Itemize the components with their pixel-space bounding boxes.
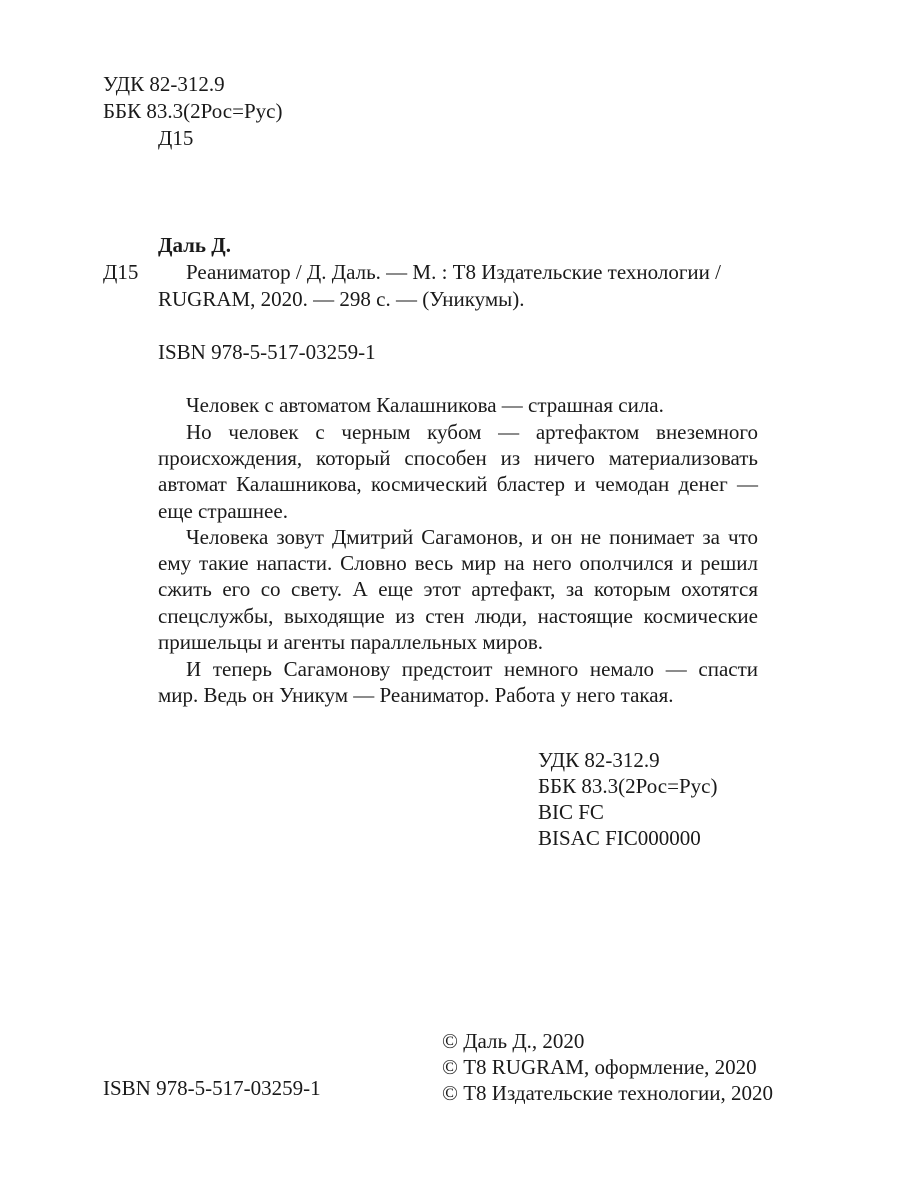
classification-block [538,747,717,851]
copyright-line: © Даль Д., 2020 [442,1029,585,1053]
annotation-paragraph: Но человек с черным кубом — артефактом внеземного происхождения, который способен из ничего материализовать автомат Калашникова, космический бластер и чемодан денег — еще страшнее. [158,420,758,523]
header-bbk: ББК 83.3(2Рос=Рус) [103,99,283,123]
classification-bic: BIC FC [538,800,604,824]
title-line-1: Реаниматор / Д. Даль. — М. : Т8 Издательские технологии / [186,260,721,284]
header-author-mark: Д15 [158,126,194,150]
annotation-paragraph: Человека зовут Дмитрий Сагамонов, и он не понимает за что ему такие напасти. Словно весь мир на него ополчился и решил сжить его со свету. А еще этот артефакт, за которым охотятся спецслужбы, выходящие из стен люди, настоящие космические пришельцы и агенты параллельных миров. [158,525,758,654]
annotation-paragraph: И теперь Сагамонову предстоит немного немало — спасти мир. Ведь он Уникум — Реаниматор. Работа у него такая. [158,657,758,708]
author-mark: Д15 [103,260,139,284]
record-isbn: ISBN 978-5-517-03259-1 [158,340,376,364]
copyright-block [442,1028,773,1106]
header-udk: УДК 82-312.9 [103,72,225,96]
classification-udk: УДК 82-312.9 [538,748,660,772]
annotation-paragraph: Человек с автоматом Калашникова — страшная сила. [186,393,664,417]
footer-isbn: ISBN 978-5-517-03259-1 [103,1076,321,1100]
classification-bisac: BISAC FIC000000 [538,826,701,850]
copyright-line: © Т8 Издательские технологии, 2020 [442,1081,773,1105]
classification-bbk: ББК 83.3(2Рос=Рус) [538,774,718,798]
title-line-2: RUGRAM, 2020. — 298 с. — (Уникумы). [158,287,525,311]
copyright-line: © Т8 RUGRAM, оформление, 2020 [442,1055,757,1079]
author-name: Даль Д. [158,233,231,257]
